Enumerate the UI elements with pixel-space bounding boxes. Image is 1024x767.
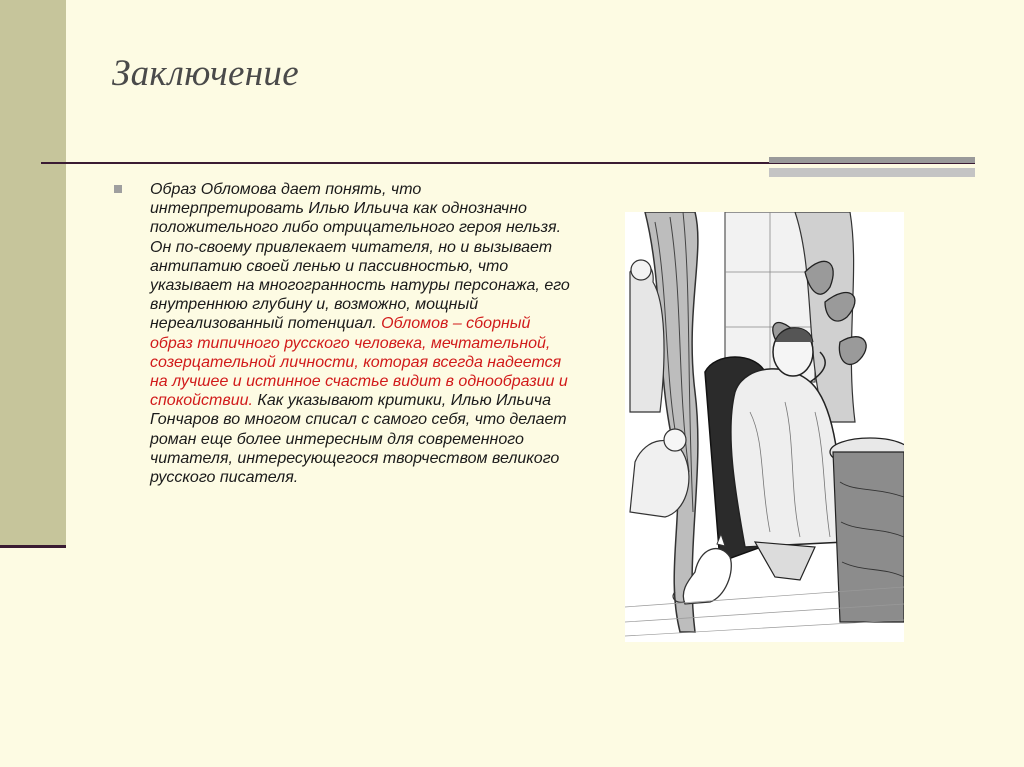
body-text-part-3: Как указывают критики, Илью Ильича Гончаров во многом списал с самого себя, что делает роман еще более интересным для современного читателя, интересующегося творчеством великого русского писателя. — [150, 392, 567, 487]
left-accent-bar — [0, 0, 66, 546]
divider-accent-dark — [769, 157, 975, 163]
body-text-highlight: Обломов – сборный образ типичного русского человека, мечтательной, созерцательной личности, которая всегда надеется на лучшее и истинное счастье видит в однообразии и спокойствии. — [150, 315, 568, 410]
left-accent-underline — [0, 545, 66, 548]
slide-body-text — [150, 180, 570, 487]
oblomov-illustration — [625, 212, 904, 642]
bullet-square-icon — [114, 185, 122, 193]
divider-accent-light — [769, 168, 975, 177]
slide-title: Заключение — [112, 53, 299, 94]
body-text-part-1: Образ Обломова дает понять, что интерпретировать Илью Ильича как однозначно положительного либо отрицательного героя нельзя. Он по-своему привлекает читателя, но и вызывает антипатию своей ленью и пассивностью, что указывает на многогранность натуры персонажа, его внутреннюю глубину и, возможно, мощный нереализованный потенциал. — [150, 181, 570, 333]
